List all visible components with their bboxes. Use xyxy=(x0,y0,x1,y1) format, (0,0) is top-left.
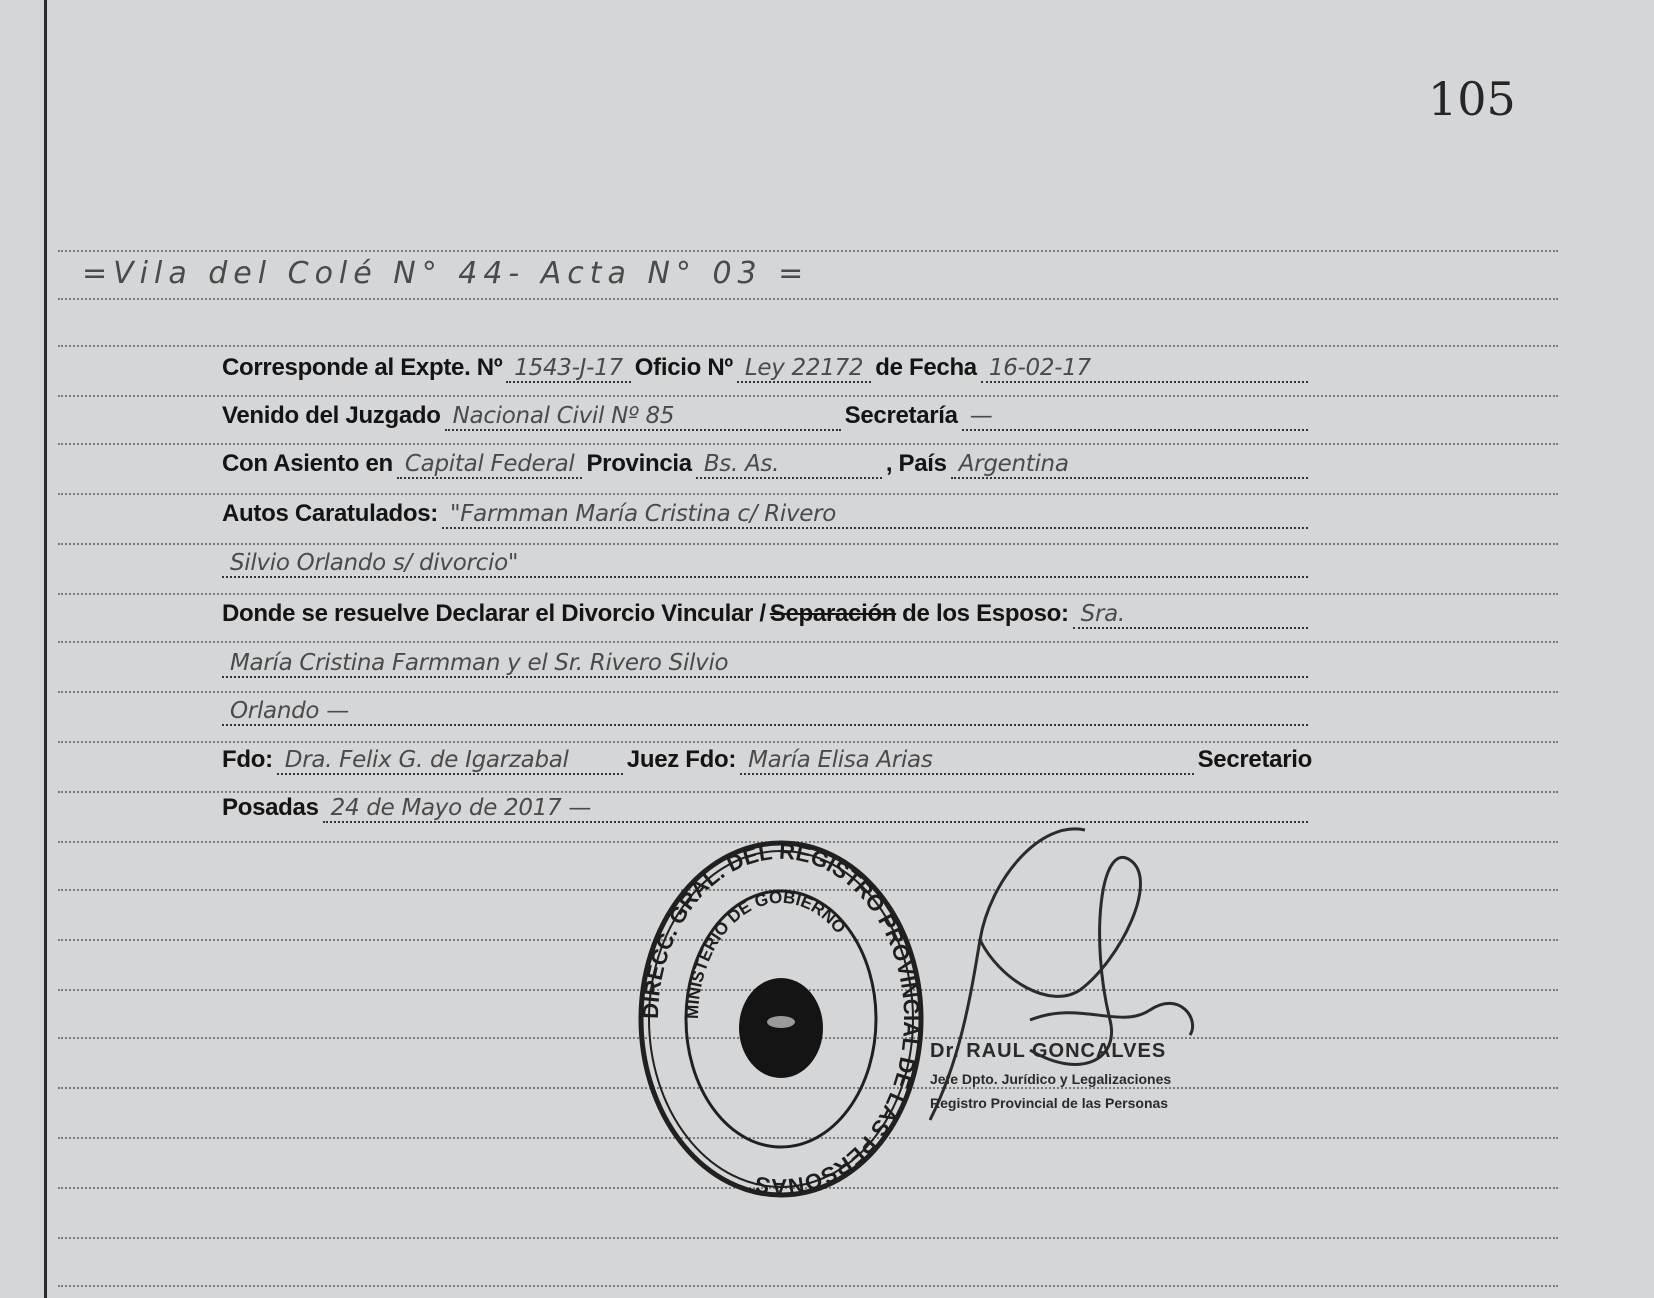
expte-value: 1543-J-17 xyxy=(506,355,630,383)
ruled-line xyxy=(58,791,1558,793)
esposo-pre: Sra. xyxy=(1073,601,1308,629)
expte-label: Corresponde al Expte. Nº xyxy=(222,354,503,381)
oficio-label: Oficio Nº xyxy=(634,354,733,381)
secretario-label: Secretario xyxy=(1197,746,1312,773)
fecha-value: 16-02-17 xyxy=(981,355,1308,383)
juzgado-label: Venido del Juzgado xyxy=(222,402,441,429)
ruled-line xyxy=(58,250,1558,252)
oficio-value: Ley 22172 xyxy=(737,355,871,383)
autos-row-2 xyxy=(222,550,1312,584)
autos-value-1: "Farmman María Cristina c/ Rivero xyxy=(442,501,1308,529)
pais-value: Argentina xyxy=(951,451,1308,479)
juzgado-value: Nacional Civil Nº 85 xyxy=(445,403,841,431)
juez-label: Juez Fdo: xyxy=(626,746,737,773)
provincia-value: Bs. As. xyxy=(696,451,882,479)
asiento-row xyxy=(222,450,1312,484)
ruled-line xyxy=(58,493,1558,495)
secretaria-value: — xyxy=(962,403,1308,431)
esposos-row xyxy=(222,650,1312,684)
separacion-struck: Separación xyxy=(769,600,897,627)
ruled-line xyxy=(58,1285,1558,1287)
fdo-sec-value: María Elisa Arias xyxy=(740,747,1194,775)
fdo-juez-value: Dra. Felix G. de Igarzabal xyxy=(277,747,623,775)
ruled-line xyxy=(58,345,1558,347)
seal-inner-text: MINISTERIO DE GOBIERNO xyxy=(682,887,850,1020)
ruled-line xyxy=(58,691,1558,693)
autos-label: Autos Caratulados: xyxy=(222,500,438,527)
posadas-label: Posadas xyxy=(222,794,319,821)
ruled-line xyxy=(58,443,1558,445)
firmas-row xyxy=(222,746,1312,780)
asiento-value: Capital Federal xyxy=(397,451,583,479)
ruled-line xyxy=(58,741,1558,743)
fdo-label: Fdo: xyxy=(222,746,273,773)
signature-block xyxy=(930,1040,1270,1111)
page-number: 105 xyxy=(1428,72,1516,126)
signer-title-2: Registro Provincial de las Personas xyxy=(930,1095,1169,1111)
donde-label-1: Donde se resuelve Declarar el Divorcio Vincular / xyxy=(222,600,766,627)
asiento-label: Con Asiento en xyxy=(222,450,393,477)
esposos-row-2 xyxy=(222,698,1312,732)
ruled-line xyxy=(58,543,1558,545)
juzgado-row xyxy=(222,402,1312,436)
ruled-line xyxy=(58,395,1558,397)
ruled-line xyxy=(58,641,1558,643)
handwritten-reference: =Vila del Colé N° 44- Acta N° 03 = xyxy=(82,256,810,291)
autos-value-2: Silvio Orlando s/ divorcio" xyxy=(222,550,1308,578)
official-seal xyxy=(636,838,926,1200)
ruled-line xyxy=(58,593,1558,595)
signer-title-1: Jefe Dpto. Jurídico y Legalizaciones xyxy=(930,1071,1172,1087)
fecha-label: de Fecha xyxy=(875,354,977,381)
provincia-label: Provincia xyxy=(586,450,692,477)
secretaria-label: Secretaría xyxy=(844,402,958,429)
pais-label: , País xyxy=(885,450,947,477)
ruled-line xyxy=(58,1237,1558,1239)
signer-name: Dr. RAUL GONCALVES xyxy=(930,1040,1167,1062)
autos-row xyxy=(222,500,1312,534)
seal-outer-text: DIRECC. GRAL. DEL REGISTRO PROVINCIAL DE LAS PERSONAS xyxy=(637,838,925,1200)
esposos-line-2: Orlando — xyxy=(222,698,1308,726)
esposos-line-1: María Cristina Farmman y el Sr. Rivero Silvio xyxy=(222,650,1308,678)
margin-rule xyxy=(44,0,47,1298)
donde-label-2: de los Esposo: xyxy=(902,600,1069,627)
donde-row xyxy=(222,600,1312,634)
ruled-line xyxy=(58,298,1558,300)
posadas-value: 24 de Mayo de 2017 — xyxy=(323,795,1308,823)
expte-row xyxy=(222,354,1312,388)
